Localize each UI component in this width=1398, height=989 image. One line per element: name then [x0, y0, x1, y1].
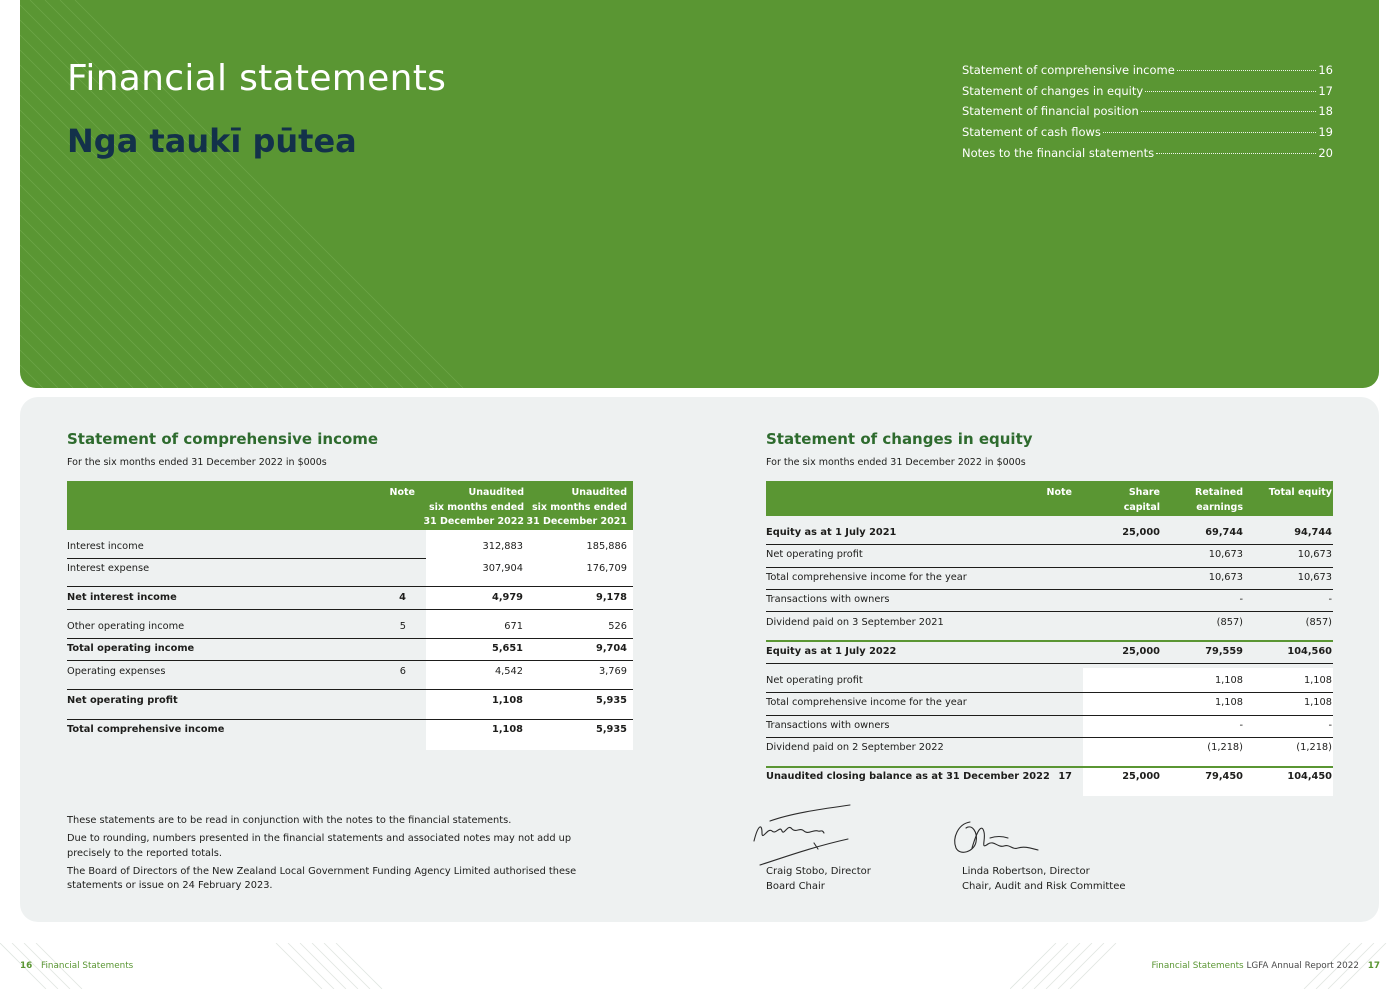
row-divider: [67, 586, 633, 587]
header-line: capital: [1123, 501, 1160, 513]
footnote: The Board of Directors of the New Zealand Local Government Funding Agency Limited authorised these statements or issue on 24 February 2023.: [67, 865, 577, 892]
row-label: Transactions with owners: [766, 594, 890, 605]
toc-item[interactable]: [962, 63, 1333, 84]
row-label: Transactions with owners: [766, 720, 890, 731]
income-title: Statement of comprehensive income: [67, 430, 379, 448]
row-label: Total comprehensive income for the year: [766, 697, 967, 708]
equity-subtitle: For the six months ended 31 December 2022 in $000s: [766, 457, 1026, 468]
toc-label: Statement of cash flows: [962, 125, 1101, 140]
toc-leader-dots: [1156, 153, 1316, 154]
row-retained-earnings: 79,559: [1205, 646, 1243, 657]
row-value-2021: 9,178: [596, 592, 627, 603]
row-total-equity: 104,560: [1287, 646, 1332, 657]
header-line: Retained: [1195, 487, 1243, 498]
page-number: 16: [20, 961, 33, 971]
signature-craig-stobo: [752, 803, 852, 867]
header-share-capital: [1096, 486, 1160, 515]
row-label: Interest expense: [67, 563, 150, 574]
row-divider: [67, 660, 633, 661]
row-value-2021: 185,886: [586, 541, 627, 552]
row-note: 5: [399, 621, 406, 632]
row-total-equity: 10,673: [1297, 572, 1332, 583]
header-col-2022: [407, 486, 524, 530]
row-total-equity: (1,218): [1296, 742, 1332, 753]
toc-leader-dots: [1145, 91, 1316, 92]
row-retained-earnings: 69,744: [1205, 527, 1243, 538]
header-banner: [20, 0, 1379, 388]
row-label: Other operating income: [67, 621, 185, 632]
toc-item[interactable]: [962, 125, 1333, 146]
row-total-equity: -: [1328, 594, 1332, 605]
row-total-equity: 104,450: [1287, 771, 1332, 782]
row-retained-earnings: -: [1239, 594, 1243, 605]
header-line: 31 December 2021: [526, 516, 627, 527]
equity-table: [766, 481, 1333, 782]
row-retained-earnings: 1,108: [1214, 697, 1243, 708]
row-value-2022: 1,108: [492, 695, 523, 706]
row-retained-earnings: 10,673: [1208, 549, 1243, 560]
toc-page: 18: [1318, 104, 1333, 119]
signatory-role: Chair, Audit and Risk Committee: [962, 880, 1126, 892]
toc-label: Statement of changes in equity: [962, 83, 1144, 98]
row-value-2021: 5,935: [596, 695, 627, 706]
row-label: Total operating income: [67, 643, 195, 654]
header-line: earnings: [1196, 501, 1243, 513]
row-value-2021: 5,935: [596, 724, 627, 735]
row-retained-earnings: (1,218): [1207, 742, 1243, 753]
signatory-2: [962, 865, 1126, 894]
footer-section-label: Financial Statements: [41, 961, 134, 971]
footnote: Due to rounding, numbers presented in the financial statements and associated notes may not add up precisely to the reported totals.: [67, 833, 572, 859]
row-value-2022: 1,108: [492, 724, 523, 735]
row-retained-earnings: (857): [1216, 617, 1243, 628]
footer-section-label: Financial Statements: [1151, 961, 1244, 971]
signatory-1: [766, 865, 871, 894]
row-divider: [766, 663, 1333, 664]
equity-title: Statement of changes in equity: [766, 430, 1033, 448]
signatory-name: Craig Stobo, Director: [766, 866, 871, 877]
row-label: Net operating profit: [766, 675, 863, 686]
signatory-name: Linda Robertson, Director: [962, 866, 1090, 877]
header-line: six months ended: [531, 501, 627, 513]
row-divider: [67, 689, 633, 690]
row-divider: [67, 638, 633, 639]
header-line: six months ended: [428, 501, 524, 513]
row-total-equity: 10,673: [1297, 549, 1332, 560]
row-label: Total comprehensive income for the year: [766, 572, 967, 583]
row-value-2021: 9,704: [596, 643, 627, 654]
equity-table-header: [766, 481, 1333, 516]
row-label: Net operating profit: [67, 695, 178, 706]
row-divider: [766, 611, 1333, 612]
header-retained-earnings: [1171, 486, 1243, 515]
footer-right: [1151, 961, 1380, 971]
toc-label: Statement of financial position: [962, 104, 1139, 119]
toc-leader-dots: [1177, 70, 1317, 71]
header-note: Note: [389, 487, 415, 498]
header-line: 31 December 2022: [423, 516, 524, 527]
header-col-2021: [522, 486, 627, 530]
row-divider: [67, 609, 633, 610]
row-divider: [766, 692, 1333, 693]
page-number: 17: [1367, 961, 1380, 971]
toc-leader-dots: [1141, 111, 1317, 112]
toc-label: Notes to the financial statements: [962, 145, 1155, 160]
row-value-2022: 4,542: [494, 666, 523, 677]
income-table-header: [67, 481, 633, 530]
green-divider: [766, 766, 1333, 768]
row-value-2022: 307,904: [482, 563, 523, 574]
toc-item[interactable]: [962, 84, 1333, 105]
row-value-2022: 5,651: [492, 643, 523, 654]
row-divider: [766, 737, 1333, 738]
row-retained-earnings: 79,450: [1205, 771, 1243, 782]
toc-label: Statement of comprehensive income: [962, 63, 1175, 77]
footnotes: [67, 814, 607, 897]
toc-leader-dots: [1103, 132, 1316, 133]
header-line: Unaudited: [468, 487, 524, 498]
row-divider: [67, 719, 633, 720]
row-label: Unaudited closing balance as at 31 December 2022: [766, 771, 1050, 782]
row-value-2022: 671: [504, 621, 523, 632]
row-divider: [766, 715, 1333, 716]
header-line: Share: [1128, 487, 1160, 498]
page-title: Financial statements: [67, 58, 447, 99]
income-table: [67, 481, 633, 735]
toc-item[interactable]: [962, 146, 1333, 167]
row-share-capital: 25,000: [1122, 527, 1160, 538]
row-label: Operating expenses: [67, 666, 166, 677]
row-value-2021: 526: [608, 621, 627, 632]
row-label: Interest income: [67, 541, 144, 552]
header-line: Unaudited: [571, 487, 627, 498]
row-value-2021: 3,769: [598, 666, 627, 677]
row-label: Net interest income: [67, 592, 177, 603]
toc-page: 20: [1318, 145, 1333, 160]
header-total-equity: Total equity: [1268, 487, 1332, 498]
row-label: Equity as at 1 July 2021: [766, 527, 897, 538]
footer-left: [20, 961, 133, 971]
row-label: Dividend paid on 2 September 2022: [766, 742, 944, 753]
toc-page: 19: [1318, 125, 1333, 140]
row-note: 6: [399, 666, 406, 677]
row-divider: [67, 558, 426, 559]
row-total-equity: -: [1328, 720, 1332, 731]
row-note: 4: [399, 592, 406, 603]
toc-item[interactable]: [962, 104, 1333, 125]
toc-page: 16: [1318, 63, 1333, 77]
row-total-equity: 1,108: [1303, 697, 1332, 708]
row-retained-earnings: -: [1239, 720, 1243, 731]
row-label: Equity as at 1 July 2022: [766, 646, 897, 657]
row-label: Total comprehensive income: [67, 724, 225, 735]
row-value-2022: 312,883: [482, 541, 523, 552]
row-divider: [766, 567, 1333, 568]
green-divider: [766, 640, 1333, 642]
signature-linda-robertson: [950, 818, 1045, 860]
income-subtitle: For the six months ended 31 December 2022 in $000s: [67, 457, 327, 468]
row-total-equity: 94,744: [1294, 527, 1332, 538]
row-retained-earnings: 10,673: [1208, 572, 1243, 583]
row-divider: [766, 544, 1333, 545]
row-share-capital: 25,000: [1122, 771, 1160, 782]
page-subtitle: Nga taukī pūtea: [67, 122, 357, 160]
row-label: Dividend paid on 3 September 2021: [766, 617, 944, 628]
row-value-2022: 4,979: [492, 592, 523, 603]
row-total-equity: 1,108: [1303, 675, 1332, 686]
row-divider: [766, 589, 1333, 590]
row-share-capital: 25,000: [1122, 646, 1160, 657]
signatory-role: Board Chair: [766, 880, 825, 892]
table-of-contents: [962, 63, 1333, 166]
row-note: 17: [1058, 771, 1072, 782]
toc-page: 17: [1318, 83, 1333, 98]
footnote: These statements are to be read in conjunction with the notes to the financial statements.: [67, 815, 512, 826]
row-value-2021: 176,709: [586, 563, 627, 574]
row-label: Net operating profit: [766, 549, 863, 560]
footer-report-label: LGFA Annual Report 2022: [1246, 961, 1359, 971]
row-total-equity: (857): [1305, 617, 1332, 628]
row-retained-earnings: 1,108: [1214, 675, 1243, 686]
header-note: Note: [1046, 487, 1072, 498]
